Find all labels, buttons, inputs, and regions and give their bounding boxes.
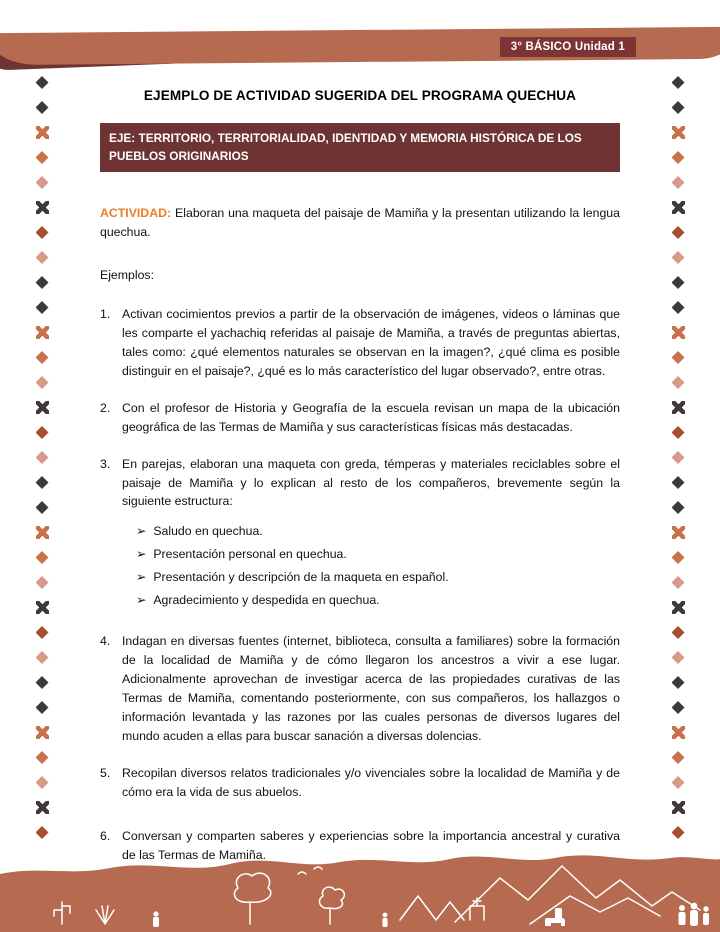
arrow-bullet-icon: ➢ <box>136 547 147 562</box>
textile-motif <box>672 501 685 514</box>
textile-motif <box>36 751 49 764</box>
textile-motif <box>36 551 49 564</box>
textile-motif <box>36 726 49 739</box>
textile-motif <box>36 776 49 789</box>
bullet-text: Saludo en quechua. <box>153 524 263 539</box>
textile-motif <box>672 426 685 439</box>
list-item <box>100 764 620 802</box>
item-number: 2. <box>100 400 111 415</box>
unit-badge: 3° BÁSICO Unidad 1 <box>500 37 636 57</box>
textile-motif <box>36 401 49 414</box>
bullet-text: Agradecimiento y despedida en quechua. <box>153 593 380 608</box>
textile-motif <box>36 326 49 339</box>
textile-motif <box>36 176 49 189</box>
arrow-bullet-icon: ➢ <box>136 593 147 608</box>
list-item <box>100 455 620 614</box>
activity-label: ACTIVIDAD: <box>100 206 172 221</box>
bullet-item <box>136 591 620 610</box>
textile-motif <box>36 451 49 464</box>
activity-text: Elaboran una maqueta del paisaje de Mamiña y la presentan utilizando la lengua quechua. <box>100 206 620 240</box>
textile-motif <box>36 476 49 489</box>
document-content <box>100 86 620 883</box>
textile-motif <box>672 326 685 339</box>
textile-motif <box>36 626 49 639</box>
textile-motif <box>672 201 685 214</box>
item-text: Recopilan diversos relatos tradicionales y/o vivenciales sobre la localidad de Mamiña y de cómo era la vida de sus abuelos. <box>122 765 620 799</box>
bullet-text: Presentación personal en quechua. <box>153 547 347 562</box>
textile-motif <box>672 676 685 689</box>
textile-motif <box>672 651 685 664</box>
textile-motif <box>36 126 49 139</box>
item-number: 3. <box>100 456 111 471</box>
textile-motif <box>672 701 685 714</box>
textile-motif <box>36 301 49 314</box>
bullet-item <box>136 568 620 587</box>
textile-motif <box>672 551 685 564</box>
textile-motif <box>36 226 49 239</box>
page-title: EJEMPLO DE ACTIVIDAD SUGERIDA DEL PROGRAMA QUECHUA <box>143 88 577 103</box>
textile-motif <box>36 376 49 389</box>
textile-motif <box>36 676 49 689</box>
item-number: 6. <box>100 829 111 844</box>
item-number: 4. <box>100 634 111 649</box>
andes-landscape-graphic <box>0 850 720 932</box>
textile-motif <box>36 651 49 664</box>
textile-motif <box>672 826 685 839</box>
bullet-item <box>136 522 620 541</box>
textile-motif <box>672 301 685 314</box>
arrow-bullet-icon: ➢ <box>136 570 147 585</box>
textile-motif <box>36 201 49 214</box>
textile-motif <box>672 601 685 614</box>
textile-motif <box>672 226 685 239</box>
textile-motif <box>672 526 685 539</box>
structure-bullets <box>136 522 620 610</box>
list-item <box>100 632 620 746</box>
right-decorative-border <box>666 70 690 850</box>
textile-motif <box>672 101 685 114</box>
item-number: 1. <box>100 307 111 322</box>
left-decorative-border <box>30 70 54 850</box>
textile-motif <box>36 426 49 439</box>
textile-motif <box>36 251 49 264</box>
textile-motif <box>672 451 685 464</box>
textile-motif <box>36 801 49 814</box>
textile-motif <box>36 276 49 289</box>
item-text: Conversan y comparten saberes y experiencias sobre la importancia ancestral y curativa de las Termas de Mamiña. <box>122 829 620 863</box>
item-text: Con el profesor de Historia y Geografía de la escuela revisan un mapa de la ubicación geográfica de las Termas de Mamiña y sus características físicas más destacadas. <box>122 400 620 434</box>
item-number: 5. <box>100 765 111 780</box>
textile-motif <box>36 151 49 164</box>
textile-motif <box>36 501 49 514</box>
textile-motif <box>36 76 49 89</box>
item-text: Activan cocimientos previos a partir de la observación de imágenes, videos o láminas que les comparte el yachachiq referidas al paisaje de Mamiña, a través de preguntas abiertas, tales como: ¿qué elementos naturales se observan en la imagen?, ¿qué clima es posible distinguir en el paisaje?, ¿qué es lo más característico del lugar observado?, entre otras. <box>122 307 620 378</box>
list-item <box>100 399 620 437</box>
textile-motif <box>672 476 685 489</box>
textile-motif <box>672 726 685 739</box>
textile-motif <box>36 601 49 614</box>
item-text: En parejas, elaboran una maqueta con greda, témperas y materiales reciclables sobre el paisaje de Mamiña y lo explican al resto de los compañeros, brevemente según la siguiente estructura: <box>122 456 620 509</box>
item-text: Indagan en diversas fuentes (internet, biblioteca, consulta a familiares) sobre la formación de la localidad de Mamiña y de cómo llegaron los ancestros a vivir a ese lugar. Adicionalmente aprovechan de investigar acerca de las propiedades curativas de las Termas de Mamiña, comentando posteriormente, con sus compañeros, los hallazgos o información levantada y las razones por las cuales personas de diversos lugares del mundo acuden a ellas para buscar sanación a diversas dolencias. <box>122 634 620 743</box>
textile-motif <box>36 826 49 839</box>
textile-motif <box>672 351 685 364</box>
textile-motif <box>672 576 685 589</box>
textile-motif <box>672 801 685 814</box>
textile-motif <box>672 376 685 389</box>
textile-motif <box>36 576 49 589</box>
bullet-text: Presentación y descripción de la maqueta en español. <box>153 570 449 585</box>
textile-motif <box>36 701 49 714</box>
textile-motif <box>672 626 685 639</box>
examples-list <box>100 305 620 865</box>
textile-motif <box>36 101 49 114</box>
textile-motif <box>672 276 685 289</box>
textile-motif <box>672 151 685 164</box>
textile-motif <box>672 401 685 414</box>
eje-banner: EJE: TERRITORIO, TERRITORIALIDAD, IDENTIDAD Y MEMORIA HISTÓRICA DE LOS PUEBLOS ORIGINARIOS <box>100 123 620 172</box>
textile-motif <box>672 76 685 89</box>
arrow-bullet-icon: ➢ <box>136 524 147 539</box>
textile-motif <box>672 126 685 139</box>
textile-motif <box>672 751 685 764</box>
list-item <box>100 305 620 381</box>
textile-motif <box>36 526 49 539</box>
textile-motif <box>672 251 685 264</box>
activity-paragraph <box>100 204 620 242</box>
bullet-item <box>136 545 620 564</box>
textile-motif <box>36 351 49 364</box>
examples-label: Ejemplos: <box>100 268 154 283</box>
textile-motif <box>672 176 685 189</box>
textile-motif <box>672 776 685 789</box>
